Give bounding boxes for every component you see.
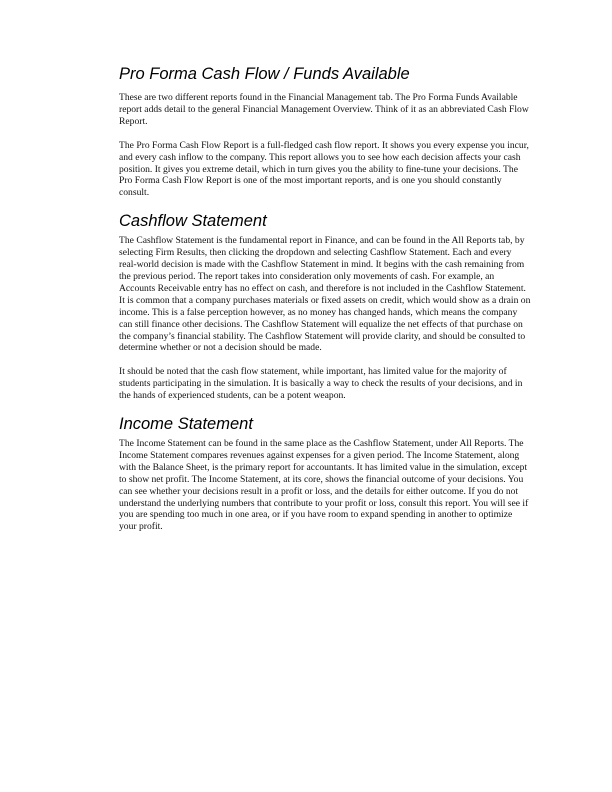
section-pro-forma-cash-flow (119, 64, 531, 199)
paragraph: These are two different reports found in the Financial Management tab. The Pro Forma Funds Available report adds detail to the general Financial Management Overview. Think of it as an abbreviated Cash Flow Report. (119, 92, 529, 127)
section-heading-pro-forma: Pro Forma Cash Flow / Funds Available (119, 65, 410, 83)
paragraph: The Pro Forma Cash Flow Report is a full-fledged cash flow report. It shows you every expense you incur, and every cash inflow to the company. This report allows you to see how each decision affects your cash position. It gives you extreme detail, which in turn gives you the ability to fine-tune your decisions. The Pro Forma Cash Flow Report is one of the most important reports, and is one you should constantly consult. (119, 139, 529, 199)
section-heading-income: Income Statement (119, 415, 253, 434)
section-income-statement (119, 414, 531, 533)
paragraph: The Cashflow Statement is the fundamental report in Finance, and can be found in the All Reports tab, by selecting Firm Results, then clicking the dropdown and selecting Cashflow Statement. Each and every real-world decision is made with the Cashflow Statement in mind. It begins with the cash remaining from the previous period. The report takes into consideration only movements of cash. For example, an Accounts Receivable entry has no effect on cash, and therefore is not included in the Cashflow Statement. It is common that a company purchases materials or fixed assets on credit, which would show as a drain on income. This is a false perception however, as no money has changed hands, which means the company can still finance other decisions. The Cashflow Statement will equalize the net effects of that purchase on the company’s financial stability. The Cashflow Statement will provide clarity, and should be consulted to determine whether or not a decision should be made. (119, 235, 531, 354)
paragraph: The Income Statement can be found in the same place as the Cashflow Statement, under All Reports. The Income Statement compares revenues against expenses for a given period. The Income Statement, along with the Balance Sheet, is the primary report for accountants. It has limited value in the simulation, except to show net profit. The Income Statement, at its core, shows the financial outcome of your decisions. You can see whether your decisions result in a profit or loss, and the details for either outcome. If you do not understand the underlying numbers that contribute to your profit or loss, consult this report. You will see if you are spending too much in one area, or if you have room to expand spending in another to optimize your profit. (119, 438, 529, 533)
section-cashflow-statement (119, 211, 531, 402)
section-heading-cashflow: Cashflow Statement (119, 212, 267, 231)
document-page (119, 64, 531, 545)
paragraph: It should be noted that the cash flow statement, while important, has limited value for the majority of students participating in the simulation. It is basically a way to check the results of your decisions, and in the hands of experienced students, can be a potent weapon. (119, 366, 523, 402)
